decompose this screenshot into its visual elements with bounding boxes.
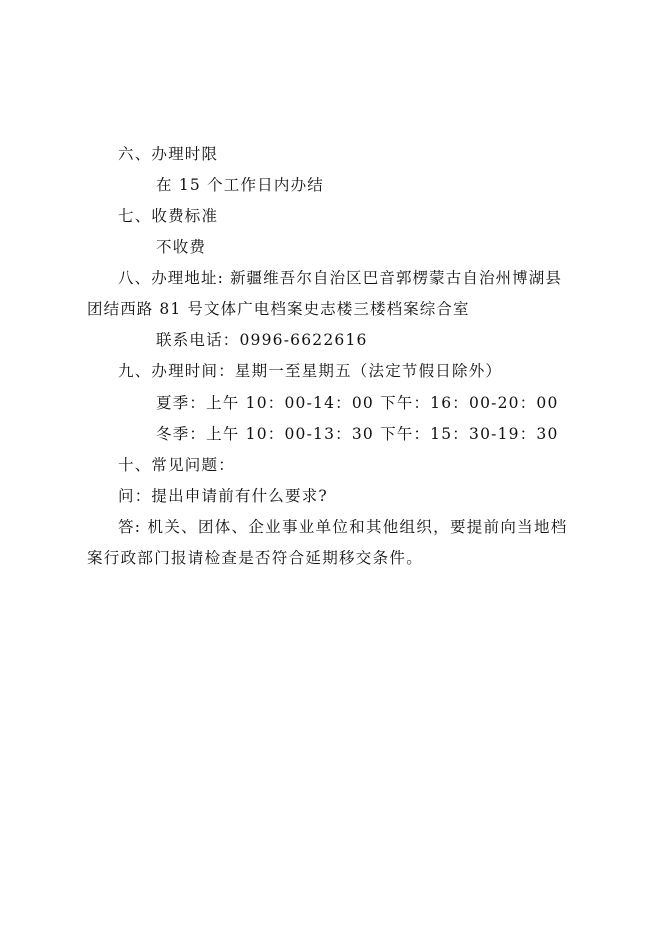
- winter-hours: 冬季：上午 10：00-13：30 下午：15：30-19：30: [156, 425, 559, 443]
- section-ten-faq-heading: 十、常见问题：: [118, 456, 235, 474]
- summer-hours: 夏季：上午 10：00-14：00 下午：16：00-20：00: [156, 394, 559, 412]
- faq-question: 问：提出申请前有什么要求?: [118, 487, 328, 505]
- section-seven-heading: 七、收费标准: [118, 207, 219, 225]
- contact-phone: 联系电话：0996-6622616: [156, 331, 368, 349]
- section-six-heading: 六、办理时限: [118, 145, 219, 163]
- processing-time-limit: 在 15 个工作日内办结: [156, 176, 324, 194]
- section-eight-address: 八、办理地址: 新疆维吾尔自治区巴音郭楞蒙古自治州博湖县: [118, 269, 562, 287]
- fee-standard: 不收费: [156, 238, 207, 256]
- faq-answer-continuation: 案行政部门报请检查是否符合延期移交条件。: [87, 549, 424, 567]
- section-nine-hours: 九、办理时间：星期一至星期五（法定节假日除外）: [118, 362, 503, 380]
- address-continuation: 团结西路 81 号文体广电档案史志楼三楼档案综合室: [87, 300, 470, 318]
- faq-answer: 答: 机关、团体、企业事业单位和其他组织，要提前向当地档: [118, 518, 568, 536]
